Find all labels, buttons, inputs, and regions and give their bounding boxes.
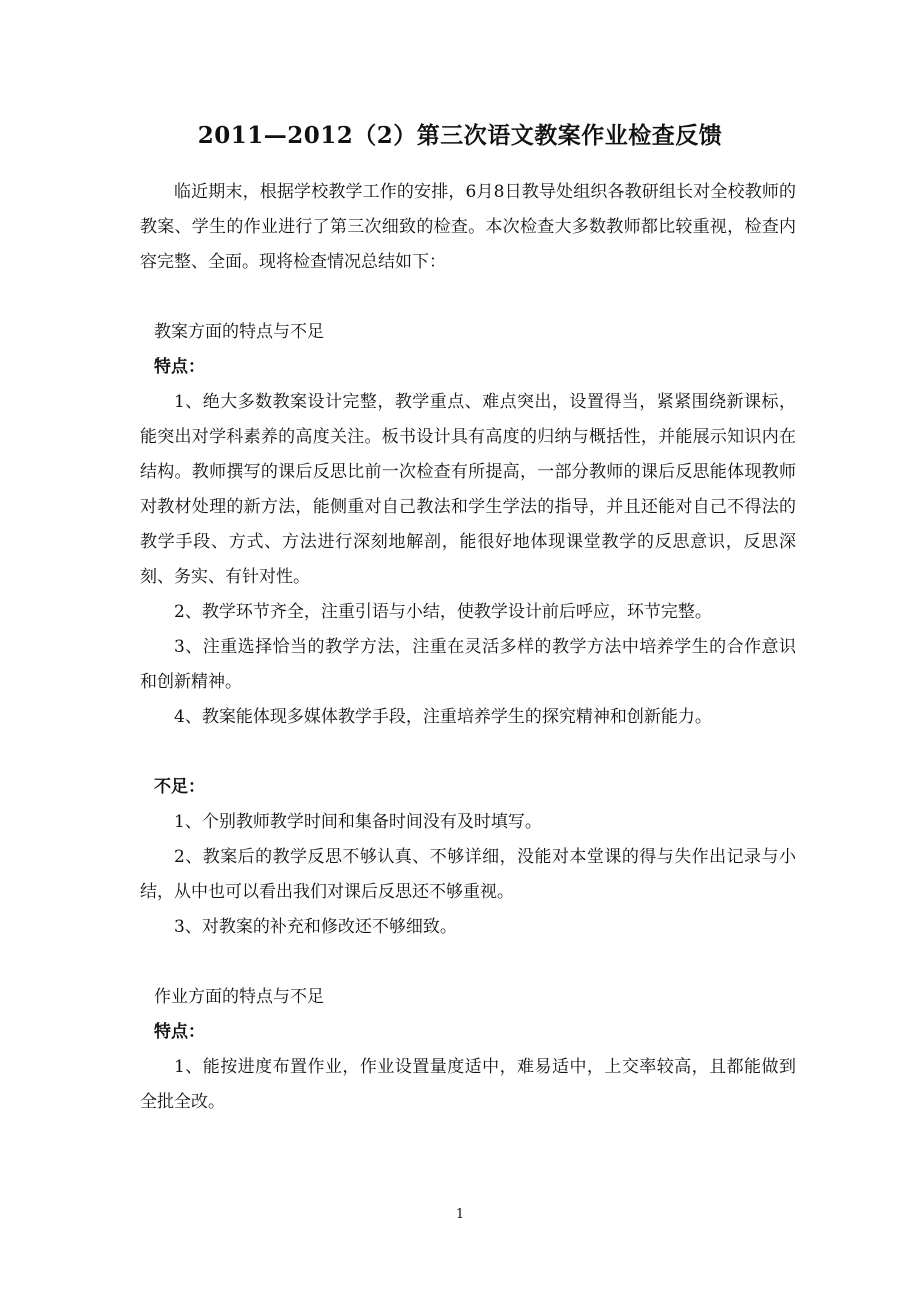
lesson-plans-weakness-item: 2、教案后的教学反思不够认真、不够详细，没能对本堂课的得与失作出记录与小结，从中也可以看出我们对课后反思还不够重视。	[140, 847, 796, 902]
page-number: 1	[455, 1207, 465, 1222]
homework-strengths-label: 特点：	[154, 1022, 205, 1042]
lesson-plans-strengths-label: 特点：	[154, 357, 205, 377]
lesson-plans-weakness-item: 1、个别教师教学时间和集备时间没有及时填写。	[174, 812, 542, 832]
intro-paragraph: 临近期末，根据学校教学工作的安排，6月8日教导处组织各教研组长对全校教师的教案、学生的作业进行了第三次细致的检查。本次检查大多数教师都比较重视，检查内容完整、全面。现将检查情况总结如下：	[140, 182, 796, 272]
document-body	[140, 175, 796, 1120]
spacer	[140, 280, 796, 315]
homework-heading: 作业方面的特点与不足	[154, 987, 324, 1007]
lesson-plans-strength-item: 2、教学环节齐全，注重引语与小结，使教学设计前后呼应，环节完整。	[174, 602, 712, 622]
lesson-plans-heading: 教案方面的特点与不足	[154, 322, 324, 342]
lesson-plans-strength-item: 4、教案能体现多媒体教学手段，注重培养学生的探究精神和创新能力。	[174, 707, 712, 727]
lesson-plans-weaknesses-label: 不足：	[154, 777, 205, 797]
lesson-plans-strength-item: 1、绝大多数教案设计完整，教学重点、难点突出，设置得当，紧紧围绕新课标，能突出对学科素养的高度关注。板书设计具有高度的归纳与概括性，并能展示知识内在结构。教师撰写的课后反思比前一次检查有所提高，一部分教师的课后反思能体现教师对教材处理的新方法，能侧重对自己教法和学生学法的指导，并且还能对自己不得法的教学手段、方式、方法进行深刻地解剖，能很好地体现课堂教学的反思意识，反思深刻、务实、有针对性。	[140, 392, 796, 587]
lesson-plans-strength-item: 3、注重选择恰当的教学方法，注重在灵活多样的教学方法中培养学生的合作意识和创新精神。	[140, 637, 796, 692]
spacer	[140, 945, 796, 980]
homework-strength-item: 1、能按进度布置作业，作业设置量度适中，难易适中，上交率较高，且都能做到全批全改。	[140, 1057, 796, 1112]
document-title: 2011—2012（2）第三次语文教案作业检查反馈	[197, 122, 723, 149]
spacer	[140, 735, 796, 770]
lesson-plans-weakness-item: 3、对教案的补充和修改还不够细致。	[174, 917, 457, 937]
